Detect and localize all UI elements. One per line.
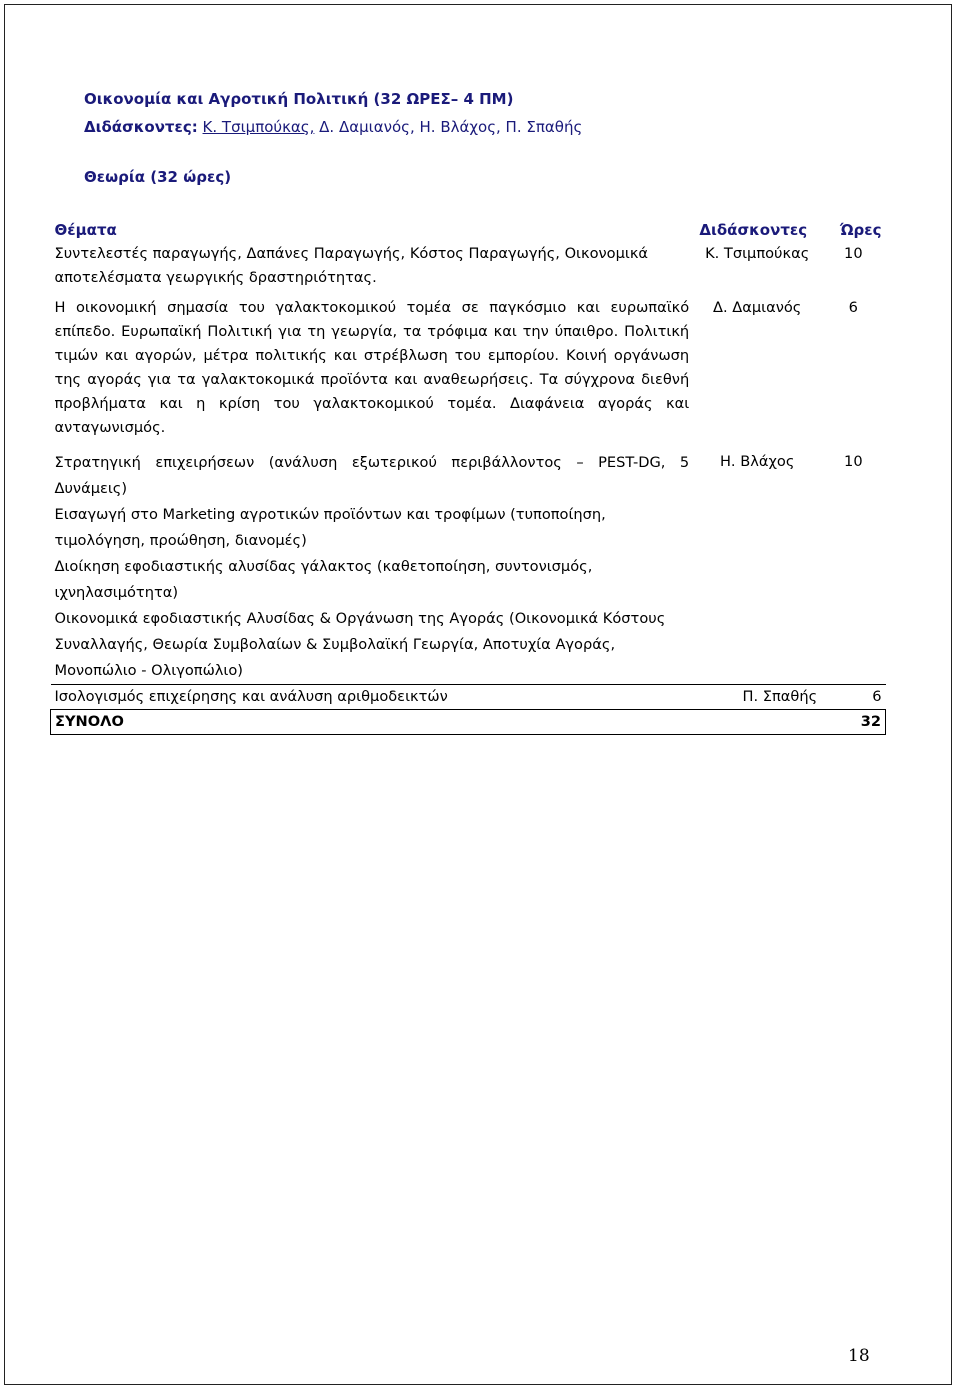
- topic-line: Εισαγωγή στο Marketing αγροτικών προϊόντων και τροφίμων (τυποποίηση, τιμολόγηση, προώθηση, διανομές): [54, 506, 606, 549]
- section-title: Θεωρία (32 ώρες): [84, 168, 232, 186]
- course-title: Οικονομία και Αγροτική Πολιτική (32 ΩΡΕΣ– 4 ΠΜ): [84, 90, 514, 108]
- row-topic-multi: [51, 440, 694, 685]
- topic-line: Στρατηγική επιχειρήσεων (ανάλυση εξωτερικού περιβάλλοντος – PEST-DG, 5 Δυνάμεις): [54, 454, 690, 497]
- table-row: [51, 685, 886, 710]
- topics-table: [50, 218, 886, 735]
- row-hours: 10: [821, 440, 885, 685]
- row-teacher: Κ. Τσιμπούκας: [705, 245, 810, 262]
- row-teacher: Π. Σπαθής: [693, 685, 821, 710]
- instructors-line: [84, 118, 582, 136]
- row-teacher: Η. Βλάχος: [693, 440, 821, 685]
- total-hours: 32: [821, 710, 885, 735]
- column-header-topics: Θέματα: [54, 221, 117, 239]
- row-topic: Ισολογισμός επιχείρησης και ανάλυση αριθμοδεικτών: [51, 685, 694, 710]
- row-teacher: Δ. Δαμιανός: [712, 299, 802, 316]
- topic-line: Διοίκηση εφοδιαστικής αλυσίδας γάλακτος (καθετοποίηση, συντονισμός, ιχνηλασιμότητα): [54, 558, 593, 601]
- column-header-hours: Ώρες: [840, 221, 882, 239]
- total-label: ΣΥΝΟΛΟ: [51, 710, 694, 735]
- instructors-label: Διδάσκοντες:: [84, 118, 198, 136]
- table-row: [51, 290, 886, 440]
- instructors-rest: Δ. Δαμιανός, Η. Βλάχος, Π. Σπαθής: [314, 118, 583, 136]
- page-number: 18: [848, 1346, 870, 1366]
- row-topic: Συντελεστές παραγωγής, Δαπάνες Παραγωγής, Κόστος Παραγωγής, Οικονομικά αποτελέσματα γεωργικής δραστηριότητας.: [54, 245, 649, 286]
- total-row: [51, 710, 886, 735]
- table-row: [51, 440, 886, 685]
- column-header-teachers: Διδάσκοντες: [699, 221, 808, 239]
- instructor-underlined: Κ. Τσιμπούκας,: [202, 118, 315, 136]
- row-hours: 6: [821, 685, 885, 710]
- table-row: [51, 242, 886, 290]
- total-teacher-empty: [693, 710, 821, 735]
- row-topic: Η οικονομική σημασία του γαλακτοκομικού τομέα σε παγκόσμιο και ευρωπαϊκό επίπεδο. Ευρωπαϊκή Πολιτική για τη γεωργία, τα τρόφιμα και την ύπαιθρο. Πολιτική τιμών και αγορών, μέτρα πολιτικής και στρέβλωση του εμπορίου. Κοινή οργάνωση της αγοράς για τα γαλακτοκομικά προϊόντα και αναθεωρήσεις. Τα σύγχρονα διεθνή προβλήματα και η κρίση του γαλακτοκομικού τομέα. Διαφάνεια αγοράς και ανταγωνισμός.: [54, 299, 690, 436]
- row-hours: 6: [848, 299, 858, 316]
- table-header-row: [51, 218, 886, 242]
- topic-line: Οικονομικά εφοδιαστικής Αλυσίδας & Οργάνωση της Αγοράς (Οικονομικά Κόστους Συναλλαγής, Θεωρία Συμβολαίων & Συμβολαϊκή Γεωργία, Αποτυχία Αγοράς, Μονοπώλιο - Ολιγοπώλιο): [54, 610, 666, 679]
- row-hours: 10: [844, 245, 863, 262]
